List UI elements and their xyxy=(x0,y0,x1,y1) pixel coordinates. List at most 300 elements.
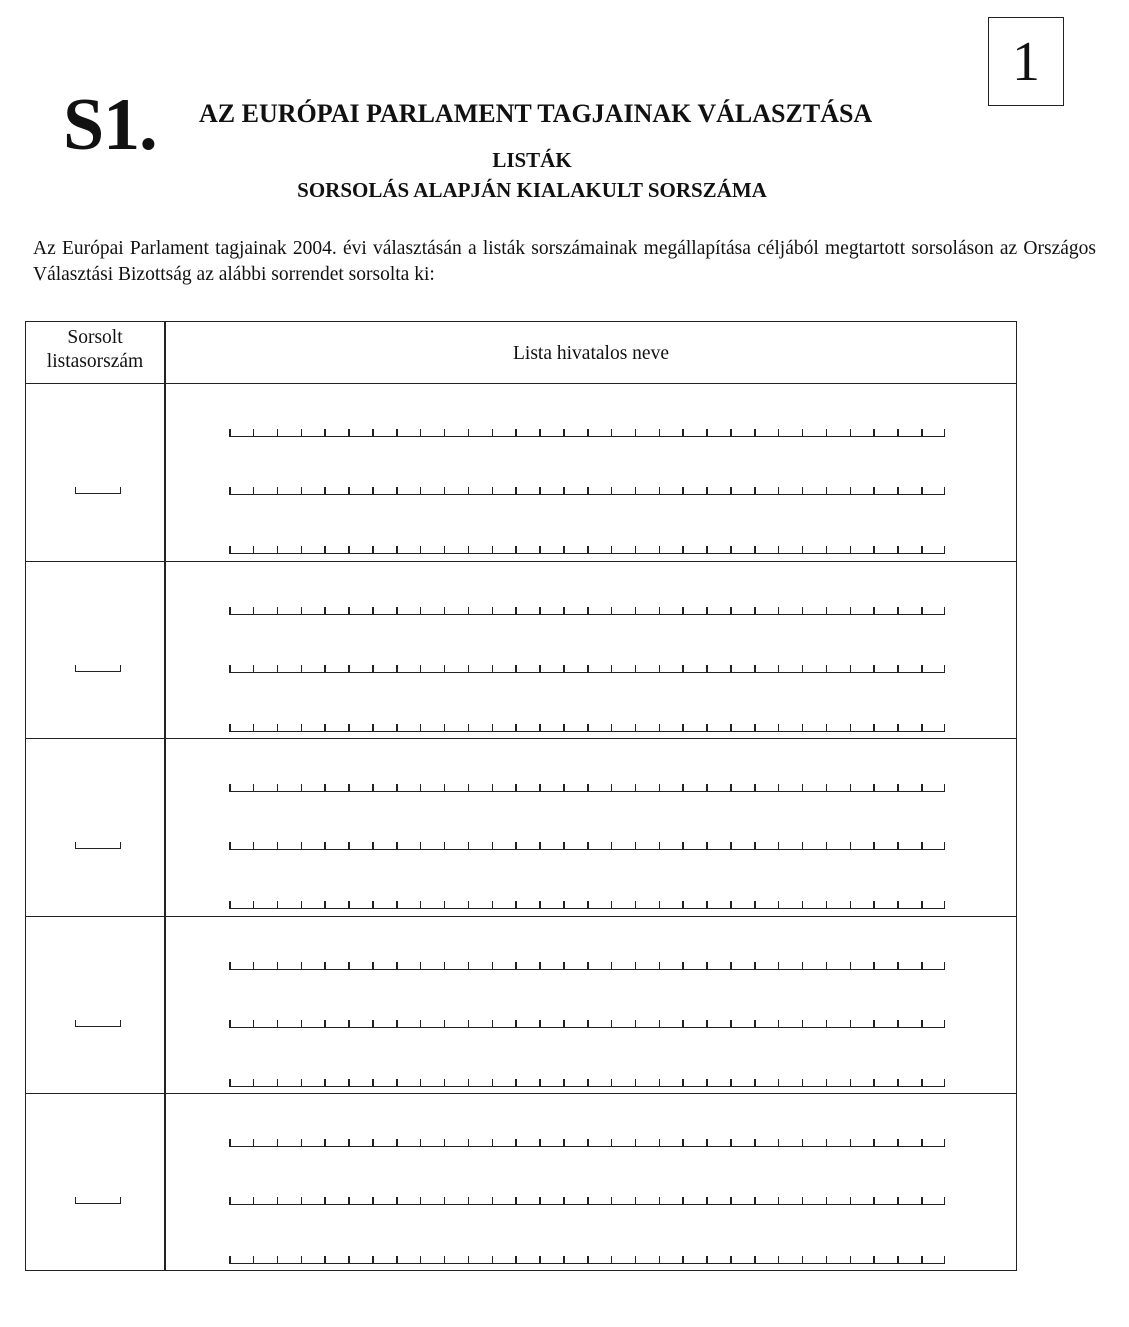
character-cell-divider xyxy=(635,1197,637,1204)
character-cell-divider xyxy=(826,1197,828,1204)
character-cell-divider xyxy=(944,1197,946,1204)
character-cell-divider xyxy=(229,842,231,849)
character-cell-divider xyxy=(253,842,255,849)
character-cell-divider xyxy=(444,724,446,731)
character-cell-divider xyxy=(730,1256,732,1263)
document-subtitle-2: SORSOLÁS ALAPJÁN KIALAKULT SORSZÁMA xyxy=(297,178,767,202)
character-cell-divider xyxy=(468,1256,470,1263)
character-cell-divider xyxy=(372,784,374,791)
character-cell-divider xyxy=(539,429,541,436)
character-cell-divider xyxy=(539,487,541,494)
character-cell-divider xyxy=(348,784,350,791)
character-cell-divider xyxy=(611,724,613,731)
character-cell-divider xyxy=(539,546,541,553)
character-cell-divider xyxy=(778,1256,780,1263)
list-name-field[interactable] xyxy=(229,1198,945,1205)
header-list-name: Lista hivatalos neve xyxy=(513,343,669,364)
character-cell-divider xyxy=(468,1020,470,1027)
character-cell-divider xyxy=(778,487,780,494)
character-cell-divider xyxy=(802,962,804,969)
character-cell-divider xyxy=(611,1079,613,1086)
character-cell-divider xyxy=(873,1079,875,1086)
character-cell-divider xyxy=(873,1020,875,1027)
character-cell-divider xyxy=(944,1139,946,1146)
character-cell-divider xyxy=(635,1256,637,1263)
character-cell-divider xyxy=(444,1139,446,1146)
character-cell-divider xyxy=(921,901,923,908)
character-cell-divider xyxy=(420,962,422,969)
character-cell-divider xyxy=(802,607,804,614)
character-cell-divider xyxy=(802,429,804,436)
character-cell-divider xyxy=(372,724,374,731)
character-cell-divider xyxy=(372,962,374,969)
character-cell-divider xyxy=(492,1139,494,1146)
character-cell-divider xyxy=(944,1256,946,1263)
character-cell-divider xyxy=(420,1079,422,1086)
character-cell-divider xyxy=(706,607,708,614)
character-cell-divider xyxy=(253,665,255,672)
character-cell-divider xyxy=(754,487,756,494)
character-cell-divider xyxy=(539,1256,541,1263)
character-cell-divider xyxy=(492,1197,494,1204)
character-cell-divider xyxy=(730,487,732,494)
character-cell-divider xyxy=(539,962,541,969)
character-cell-divider xyxy=(324,1079,326,1086)
character-cell-divider xyxy=(778,1197,780,1204)
character-cell-divider xyxy=(468,546,470,553)
character-cell-divider xyxy=(253,607,255,614)
list-name-field[interactable] xyxy=(229,785,945,792)
character-cell-divider xyxy=(944,724,946,731)
character-cell-divider xyxy=(826,1020,828,1027)
character-cell-divider xyxy=(754,665,756,672)
character-cell-divider xyxy=(873,962,875,969)
character-cell-divider xyxy=(635,1079,637,1086)
list-name-field[interactable] xyxy=(229,963,945,970)
character-cell-divider xyxy=(372,665,374,672)
character-cell-divider xyxy=(253,1079,255,1086)
character-cell-divider xyxy=(492,487,494,494)
character-cell-divider xyxy=(873,842,875,849)
character-cell-divider xyxy=(229,487,231,494)
character-cell-divider xyxy=(253,429,255,436)
character-cell-divider xyxy=(587,842,589,849)
character-cell-divider xyxy=(802,842,804,849)
character-cell-divider xyxy=(420,665,422,672)
character-cell-divider xyxy=(659,901,661,908)
list-name-field[interactable] xyxy=(229,1021,945,1028)
character-cell-divider xyxy=(802,1139,804,1146)
character-cell-divider xyxy=(468,665,470,672)
list-name-field[interactable] xyxy=(229,902,945,909)
character-cell-divider xyxy=(468,1139,470,1146)
character-cell-divider xyxy=(873,1197,875,1204)
character-cell-divider xyxy=(515,665,517,672)
character-cell-divider xyxy=(468,1079,470,1086)
character-cell-divider xyxy=(587,901,589,908)
character-cell-divider xyxy=(754,546,756,553)
character-cell-divider xyxy=(873,1139,875,1146)
character-cell-divider xyxy=(873,901,875,908)
character-cell-divider xyxy=(587,784,589,791)
character-cell-divider xyxy=(587,1020,589,1027)
list-name-field[interactable] xyxy=(229,1140,945,1147)
page-number: 1 xyxy=(1012,30,1040,93)
character-cell-divider xyxy=(754,1020,756,1027)
character-cell-divider xyxy=(730,842,732,849)
character-cell-divider xyxy=(277,429,279,436)
character-cell-divider xyxy=(659,546,661,553)
list-number-field[interactable] xyxy=(75,842,121,849)
character-cell-divider xyxy=(944,1079,946,1086)
list-name-field[interactable] xyxy=(229,666,945,673)
character-cell-divider xyxy=(444,607,446,614)
character-cell-divider xyxy=(253,1256,255,1263)
character-cell-divider xyxy=(492,901,494,908)
character-cell-divider xyxy=(873,546,875,553)
character-cell-divider xyxy=(611,665,613,672)
character-cell-divider xyxy=(492,1020,494,1027)
character-cell-divider xyxy=(850,1020,852,1027)
character-cell-divider xyxy=(492,429,494,436)
character-cell-divider xyxy=(706,546,708,553)
character-cell-divider xyxy=(253,487,255,494)
list-number-field[interactable] xyxy=(75,665,121,672)
character-cell-divider xyxy=(420,1197,422,1204)
character-cell-divider xyxy=(539,1197,541,1204)
character-cell-divider xyxy=(730,784,732,791)
character-cell-divider xyxy=(277,665,279,672)
character-cell-divider xyxy=(492,1256,494,1263)
character-cell-divider xyxy=(444,546,446,553)
character-cell-divider xyxy=(897,1079,899,1086)
character-cell-divider xyxy=(635,665,637,672)
character-cell-divider xyxy=(229,1020,231,1027)
header-list-number-line1: Sorsolt xyxy=(67,327,123,348)
character-cell-divider xyxy=(515,1020,517,1027)
character-cell-divider xyxy=(873,1256,875,1263)
character-cell-divider xyxy=(396,784,398,791)
character-cell-divider xyxy=(778,842,780,849)
character-cell-divider xyxy=(682,429,684,436)
table-row xyxy=(26,917,1016,1095)
character-cell-divider xyxy=(563,1020,565,1027)
character-cell-divider xyxy=(921,487,923,494)
character-cell-divider xyxy=(826,901,828,908)
character-cell-divider xyxy=(659,1020,661,1027)
character-cell-divider xyxy=(396,724,398,731)
character-cell-divider xyxy=(372,429,374,436)
character-cell-divider xyxy=(850,429,852,436)
character-cell-divider xyxy=(635,429,637,436)
character-cell-divider xyxy=(372,1197,374,1204)
character-cell-divider xyxy=(324,724,326,731)
character-cell-divider xyxy=(754,724,756,731)
character-cell-divider xyxy=(706,962,708,969)
character-cell-divider xyxy=(563,487,565,494)
character-cell-divider xyxy=(539,665,541,672)
character-cell-divider xyxy=(468,487,470,494)
character-cell-divider xyxy=(253,724,255,731)
character-cell-divider xyxy=(635,487,637,494)
character-cell-divider xyxy=(277,1020,279,1027)
character-cell-divider xyxy=(277,546,279,553)
list-number-field[interactable] xyxy=(75,487,121,494)
character-cell-divider xyxy=(492,962,494,969)
list-name-field[interactable] xyxy=(229,608,945,615)
character-cell-divider xyxy=(301,546,303,553)
character-cell-divider xyxy=(730,665,732,672)
character-cell-divider xyxy=(396,429,398,436)
character-cell-divider xyxy=(396,607,398,614)
character-cell-divider xyxy=(659,665,661,672)
character-cell-divider xyxy=(850,784,852,791)
character-cell-divider xyxy=(730,607,732,614)
character-cell-divider xyxy=(897,1020,899,1027)
character-cell-divider xyxy=(563,1256,565,1263)
character-cell-divider xyxy=(921,546,923,553)
character-cell-divider xyxy=(802,1197,804,1204)
character-cell-divider xyxy=(873,429,875,436)
character-cell-divider xyxy=(420,546,422,553)
character-cell-divider xyxy=(850,1139,852,1146)
character-cell-divider xyxy=(635,724,637,731)
character-cell-divider xyxy=(754,1139,756,1146)
character-cell-divider xyxy=(515,962,517,969)
table-row xyxy=(26,384,1016,562)
character-cell-divider xyxy=(921,1139,923,1146)
list-name-field[interactable] xyxy=(229,725,945,732)
character-cell-divider xyxy=(611,1256,613,1263)
character-cell-divider xyxy=(635,784,637,791)
character-cell-divider xyxy=(396,665,398,672)
character-cell-divider xyxy=(611,1197,613,1204)
character-cell-divider xyxy=(277,607,279,614)
character-cell-divider xyxy=(802,546,804,553)
character-cell-divider xyxy=(921,665,923,672)
character-cell-divider xyxy=(587,1139,589,1146)
list-number-field[interactable] xyxy=(75,1197,121,1204)
character-cell-divider xyxy=(324,784,326,791)
character-cell-divider xyxy=(730,546,732,553)
character-cell-divider xyxy=(802,724,804,731)
character-cell-divider xyxy=(850,1197,852,1204)
character-cell-divider xyxy=(324,901,326,908)
character-cell-divider xyxy=(539,842,541,849)
character-cell-divider xyxy=(539,1079,541,1086)
character-cell-divider xyxy=(301,842,303,849)
character-cell-divider xyxy=(348,1079,350,1086)
character-cell-divider xyxy=(277,842,279,849)
character-cell-divider xyxy=(468,962,470,969)
character-cell-divider xyxy=(778,665,780,672)
character-cell-divider xyxy=(706,784,708,791)
character-cell-divider xyxy=(348,487,350,494)
character-cell-divider xyxy=(348,546,350,553)
character-cell-divider xyxy=(944,607,946,614)
character-cell-divider xyxy=(921,1256,923,1263)
character-cell-divider xyxy=(301,784,303,791)
character-cell-divider xyxy=(539,784,541,791)
character-cell-divider xyxy=(277,487,279,494)
character-cell-divider xyxy=(850,546,852,553)
character-cell-divider xyxy=(682,546,684,553)
character-cell-divider xyxy=(802,1256,804,1263)
character-cell-divider xyxy=(348,665,350,672)
character-cell-divider xyxy=(778,429,780,436)
character-cell-divider xyxy=(921,1079,923,1086)
character-cell-divider xyxy=(301,1020,303,1027)
character-cell-divider xyxy=(587,546,589,553)
character-cell-divider xyxy=(396,901,398,908)
character-cell-divider xyxy=(778,607,780,614)
character-cell-divider xyxy=(682,901,684,908)
table-row xyxy=(26,1094,1016,1272)
character-cell-divider xyxy=(826,842,828,849)
character-cell-divider xyxy=(563,1139,565,1146)
character-cell-divider xyxy=(587,1197,589,1204)
character-cell-divider xyxy=(682,1256,684,1263)
character-cell-divider xyxy=(348,1256,350,1263)
character-cell-divider xyxy=(659,429,661,436)
character-cell-divider xyxy=(706,842,708,849)
character-cell-divider xyxy=(492,842,494,849)
character-cell-divider xyxy=(611,607,613,614)
character-cell-divider xyxy=(635,1020,637,1027)
list-name-field[interactable] xyxy=(229,488,945,495)
character-cell-divider xyxy=(229,1197,231,1204)
character-cell-divider xyxy=(301,1079,303,1086)
character-cell-divider xyxy=(301,724,303,731)
character-cell-divider xyxy=(778,1079,780,1086)
list-name-field[interactable] xyxy=(229,430,945,437)
character-cell-divider xyxy=(921,842,923,849)
character-cell-divider xyxy=(706,901,708,908)
character-cell-divider xyxy=(944,901,946,908)
character-cell-divider xyxy=(730,1197,732,1204)
character-cell-divider xyxy=(539,901,541,908)
character-cell-divider xyxy=(850,665,852,672)
character-cell-divider xyxy=(897,429,899,436)
character-cell-divider xyxy=(682,842,684,849)
character-cell-divider xyxy=(706,1197,708,1204)
list-name-field[interactable] xyxy=(229,547,945,554)
character-cell-divider xyxy=(635,1139,637,1146)
character-cell-divider xyxy=(324,1139,326,1146)
list-name-field[interactable] xyxy=(229,1257,945,1264)
character-cell-divider xyxy=(659,842,661,849)
character-cell-divider xyxy=(635,842,637,849)
character-cell-divider xyxy=(944,1020,946,1027)
character-cell-divider xyxy=(492,546,494,553)
character-cell-divider xyxy=(468,842,470,849)
character-cell-divider xyxy=(515,607,517,614)
character-cell-divider xyxy=(897,1256,899,1263)
character-cell-divider xyxy=(563,784,565,791)
character-cell-divider xyxy=(563,901,565,908)
character-cell-divider xyxy=(515,842,517,849)
character-cell-divider xyxy=(826,724,828,731)
character-cell-divider xyxy=(420,1020,422,1027)
character-cell-divider xyxy=(611,901,613,908)
character-cell-divider xyxy=(873,784,875,791)
character-cell-divider xyxy=(587,607,589,614)
character-cell-divider xyxy=(301,607,303,614)
character-cell-divider xyxy=(706,1256,708,1263)
character-cell-divider xyxy=(611,842,613,849)
character-cell-divider xyxy=(921,962,923,969)
character-cell-divider xyxy=(539,607,541,614)
character-cell-divider xyxy=(372,546,374,553)
character-cell-divider xyxy=(515,784,517,791)
character-cell-divider xyxy=(706,487,708,494)
character-cell-divider xyxy=(587,724,589,731)
character-cell-divider xyxy=(850,607,852,614)
character-cell-divider xyxy=(277,724,279,731)
character-cell-divider xyxy=(301,962,303,969)
character-cell-divider xyxy=(229,1256,231,1263)
character-cell-divider xyxy=(826,1079,828,1086)
character-cell-divider xyxy=(802,784,804,791)
character-cell-divider xyxy=(348,1139,350,1146)
list-name-field[interactable] xyxy=(229,843,945,850)
character-cell-divider xyxy=(420,842,422,849)
character-cell-divider xyxy=(277,784,279,791)
table-row xyxy=(26,739,1016,917)
character-cell-divider xyxy=(659,1256,661,1263)
character-cell-divider xyxy=(897,784,899,791)
character-cell-divider xyxy=(659,1079,661,1086)
character-cell-divider xyxy=(682,1079,684,1086)
character-cell-divider xyxy=(754,1197,756,1204)
character-cell-divider xyxy=(682,487,684,494)
character-cell-divider xyxy=(826,429,828,436)
character-cell-divider xyxy=(444,1079,446,1086)
character-cell-divider xyxy=(802,901,804,908)
character-cell-divider xyxy=(563,962,565,969)
character-cell-divider xyxy=(730,1020,732,1027)
form-code: S1. xyxy=(63,84,157,166)
character-cell-divider xyxy=(277,962,279,969)
character-cell-divider xyxy=(635,962,637,969)
character-cell-divider xyxy=(468,901,470,908)
character-cell-divider xyxy=(659,724,661,731)
character-cell-divider xyxy=(682,724,684,731)
character-cell-divider xyxy=(372,842,374,849)
character-cell-divider xyxy=(682,1020,684,1027)
character-cell-divider xyxy=(468,784,470,791)
character-cell-divider xyxy=(324,665,326,672)
character-cell-divider xyxy=(826,607,828,614)
list-name-field[interactable] xyxy=(229,1080,945,1087)
character-cell-divider xyxy=(944,546,946,553)
character-cell-divider xyxy=(324,1256,326,1263)
character-cell-divider xyxy=(635,607,637,614)
character-cell-divider xyxy=(944,784,946,791)
character-cell-divider xyxy=(444,429,446,436)
character-cell-divider xyxy=(277,1256,279,1263)
character-cell-divider xyxy=(706,1079,708,1086)
character-cell-divider xyxy=(444,1197,446,1204)
character-cell-divider xyxy=(348,1020,350,1027)
character-cell-divider xyxy=(515,1139,517,1146)
character-cell-divider xyxy=(324,487,326,494)
character-cell-divider xyxy=(850,724,852,731)
character-cell-divider xyxy=(826,546,828,553)
character-cell-divider xyxy=(324,607,326,614)
character-cell-divider xyxy=(324,962,326,969)
list-number-field[interactable] xyxy=(75,1020,121,1027)
